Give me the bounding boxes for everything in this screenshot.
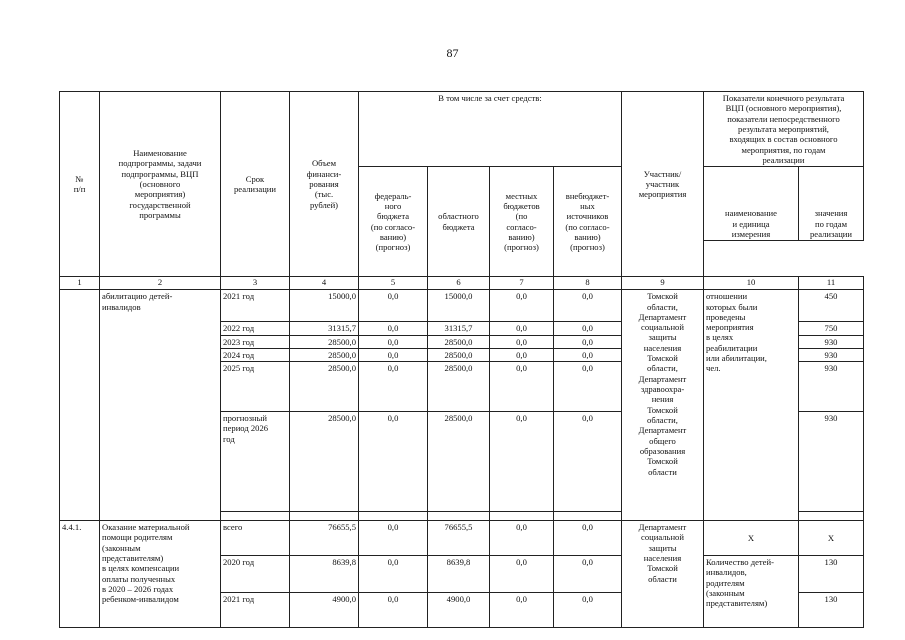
header-indicator-values: значения по годам реализации xyxy=(799,167,864,241)
header-indicators: Показатели конечного результата ВЦП (основного мероприятия), показатели непосредственного результата мероприятий, входящих в состав основного мероприятия, по годам реализации xyxy=(704,92,864,167)
row-name: Оказание материальной помощи родителям (законным представителям) в целях компенсации оплаты полученных в 2020 – 2026 годах ребенком-инвалидом xyxy=(100,521,221,628)
row-federal: 0,0 xyxy=(359,335,428,348)
row-value xyxy=(799,512,864,521)
col-number: 7 xyxy=(490,277,554,290)
row-regional: 76655,5 xyxy=(428,521,490,556)
header-participant: Участник/ участник мероприятия xyxy=(622,92,704,277)
header-regional: областного бюджета xyxy=(428,167,490,277)
row-local: 0,0 xyxy=(490,348,554,361)
row-federal: 0,0 xyxy=(359,521,428,556)
row-total: 28500,0 xyxy=(290,335,359,348)
row-federal: 0,0 xyxy=(359,412,428,512)
row-federal: 0,0 xyxy=(359,362,428,412)
col-number: 10 xyxy=(704,277,799,290)
row-local xyxy=(490,512,554,521)
header-indicator-name: наименование и единица измерения xyxy=(704,167,799,241)
col-number: 5 xyxy=(359,277,428,290)
row-extrabudget: 0,0 xyxy=(554,348,622,361)
row-extrabudget: 0,0 xyxy=(554,362,622,412)
row-regional: 28500,0 xyxy=(428,362,490,412)
row-term: всего xyxy=(221,521,290,556)
row-term: 2020 год xyxy=(221,556,290,593)
row-regional: 28500,0 xyxy=(428,335,490,348)
row-federal: 0,0 xyxy=(359,556,428,593)
row-value: 930 xyxy=(799,348,864,361)
header-extrabudget: внебюджет- ных источников (по согласо- ванию) (прогноз) xyxy=(554,167,622,277)
row-extrabudget: 0,0 xyxy=(554,322,622,335)
row-term: 2022 год xyxy=(221,322,290,335)
row-indicator: отношении которых были проведены мероприятия в целях реабилитации или абилитации, чел. xyxy=(704,290,799,521)
row-federal: 0,0 xyxy=(359,348,428,361)
row-regional: 28500,0 xyxy=(428,412,490,512)
row-value: 930 xyxy=(799,335,864,348)
program-table xyxy=(59,91,864,628)
row-total: 28500,0 xyxy=(290,362,359,412)
row-regional: 31315,7 xyxy=(428,322,490,335)
row-extrabudget: 0,0 xyxy=(554,290,622,322)
row-federal: 0,0 xyxy=(359,593,428,628)
row-total: 31315,7 xyxy=(290,322,359,335)
col-number: 3 xyxy=(221,277,290,290)
row-extrabudget: 0,0 xyxy=(554,593,622,628)
col-number: 1 xyxy=(60,277,100,290)
col-number: 6 xyxy=(428,277,490,290)
row-federal xyxy=(359,512,428,521)
row-value: 130 xyxy=(799,556,864,593)
row-value-x: Х xyxy=(799,521,864,556)
header-local: местных бюджетов (по согласо- ванию) (прогноз) xyxy=(490,167,554,277)
col-number: 2 xyxy=(100,277,221,290)
row-extrabudget xyxy=(554,512,622,521)
row-regional xyxy=(428,512,490,521)
row-term xyxy=(221,512,290,521)
row-extrabudget: 0,0 xyxy=(554,335,622,348)
row-local: 0,0 xyxy=(490,290,554,322)
row-value: 130 xyxy=(799,593,864,628)
col-number: 9 xyxy=(622,277,704,290)
row-regional: 15000,0 xyxy=(428,290,490,322)
header-federal: федераль- ного бюджета (по согласо- ванию) (прогноз) xyxy=(359,167,428,277)
row-local: 0,0 xyxy=(490,412,554,512)
row-extrabudget: 0,0 xyxy=(554,521,622,556)
row-total: 4900,0 xyxy=(290,593,359,628)
row-term: 2021 год xyxy=(221,593,290,628)
row-value: 930 xyxy=(799,412,864,512)
row-regional: 4900,0 xyxy=(428,593,490,628)
row-total: 8639,8 xyxy=(290,556,359,593)
row-total: 76655,5 xyxy=(290,521,359,556)
header-number: № п/п xyxy=(60,92,100,277)
row-local: 0,0 xyxy=(490,521,554,556)
row-number: 4.4.1. xyxy=(60,521,100,628)
row-value: 750 xyxy=(799,322,864,335)
col-number: 8 xyxy=(554,277,622,290)
row-participant: Томской области, Департамент социальной защиты населения Томской области, Департамент здравоохра- нения Томской области, Департамент общего образования Томской области xyxy=(622,290,704,521)
row-federal: 0,0 xyxy=(359,290,428,322)
row-number xyxy=(60,290,100,521)
row-local: 0,0 xyxy=(490,362,554,412)
row-extrabudget: 0,0 xyxy=(554,556,622,593)
col-number: 4 xyxy=(290,277,359,290)
row-participant: Департамент социальной защиты населения Томской области xyxy=(622,521,704,628)
row-total: 28500,0 xyxy=(290,412,359,512)
row-name: абилитацию детей- инвалидов xyxy=(100,290,221,521)
row-local: 0,0 xyxy=(490,322,554,335)
row-total: 28500,0 xyxy=(290,348,359,361)
col-number: 11 xyxy=(799,277,864,290)
row-term: 2023 год xyxy=(221,335,290,348)
header-volume: Объем финанси- рования (тыс. рублей) xyxy=(290,92,359,277)
row-federal: 0,0 xyxy=(359,322,428,335)
row-local: 0,0 xyxy=(490,593,554,628)
table-row xyxy=(60,290,864,322)
row-term: прогнозный период 2026 год xyxy=(221,412,290,512)
header-sources-group: В том числе за счет средств: xyxy=(359,92,622,167)
row-indicator-x: Х xyxy=(704,521,799,556)
page-number: 87 xyxy=(446,46,459,60)
header-name: Наименование подпрограммы, задачи подпрограммы, ВЦП (основного мероприятия) государственной программы xyxy=(100,92,221,277)
row-extrabudget: 0,0 xyxy=(554,412,622,512)
row-local: 0,0 xyxy=(490,556,554,593)
row-term: 2024 год xyxy=(221,348,290,361)
table-row xyxy=(60,521,864,556)
row-total: 15000,0 xyxy=(290,290,359,322)
row-value: 450 xyxy=(799,290,864,322)
row-indicator: Количество детей- инвалидов, родителям (законным представителям) xyxy=(704,556,799,628)
row-regional: 8639,8 xyxy=(428,556,490,593)
header-term: Срок реализации xyxy=(221,92,290,277)
row-value: 930 xyxy=(799,362,864,412)
row-term: 2021 год xyxy=(221,290,290,322)
row-regional: 28500,0 xyxy=(428,348,490,361)
row-local: 0,0 xyxy=(490,335,554,348)
row-term: 2025 год xyxy=(221,362,290,412)
row-total xyxy=(290,512,359,521)
